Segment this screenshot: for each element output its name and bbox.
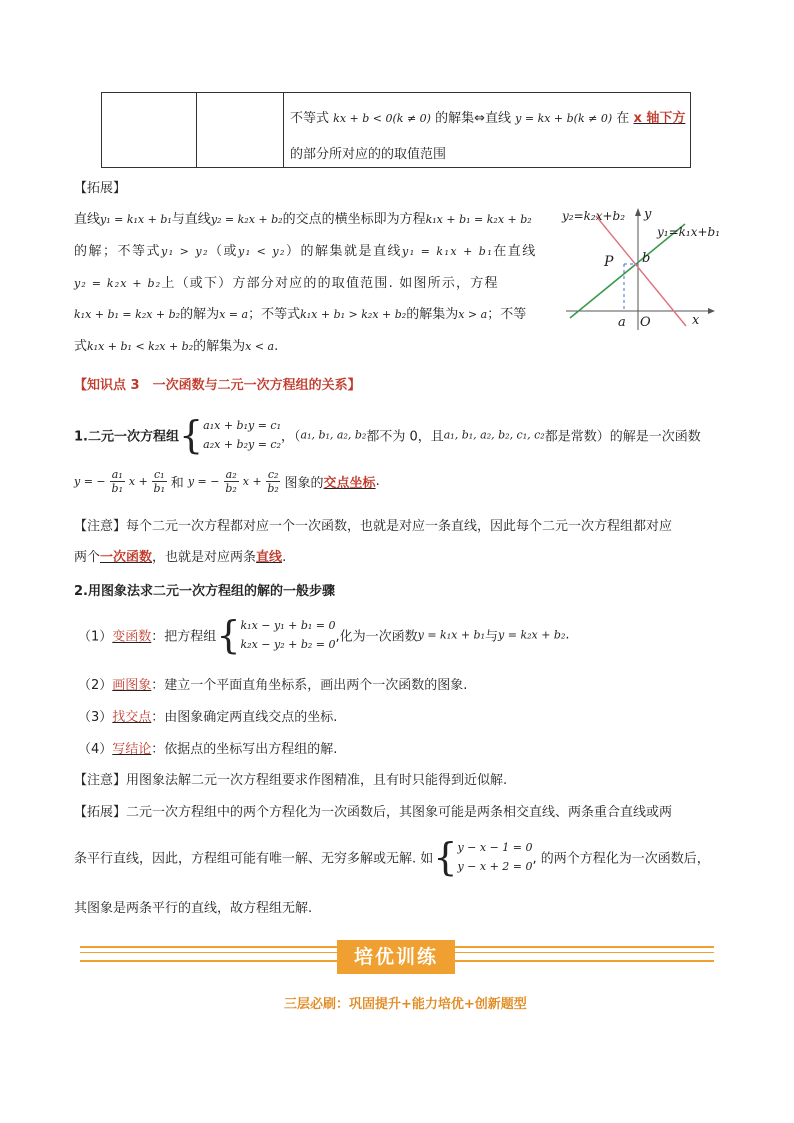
label-p: P [604, 254, 614, 270]
knowledge-point-title: 【知识点 3 一次函数与二元一次方程组的关系】 [74, 378, 361, 393]
s1-note-line-2: 两个一次函数，也就是对应两条直线. [74, 550, 287, 565]
table-cell-empty-1 [102, 93, 197, 168]
s1-note-line-1: 【注意】每个二元一次方程都对应一个一次函数，也就是对应一条直线，因此每个二元一次方程组都对应 [74, 519, 673, 534]
label-y2: y₂=k₂x+b₂ [562, 209, 626, 223]
s2-extend-line-1: 【拓展】二元一次方程组中的两个方程化为一次函数后，其图象可能是两条相交直线、两条重合直线或两 [74, 805, 673, 820]
expand-para-line-5: 式k₁x + b₁ < k₂x + b₂的解集为x < a. [74, 339, 279, 354]
banner-subtitle: 三层必刷：巩固提升+能力培优+创新题型 [284, 997, 527, 1012]
table-math: y = kx + b(k ≠ 0) [515, 112, 613, 125]
label-y1: y₁=k₁x+b₁ [657, 225, 721, 239]
x-axis-arrow [708, 308, 715, 314]
y-axis-arrow [635, 208, 641, 216]
expand-para-line-3: y₂ = k₂x + b₂上（或下）方部分对应的的取值范围. 如图所示，方程 [74, 276, 499, 291]
expand-para-line-1: 直线y₁ = k₁x + b₁与直线y₂ = k₂x + b₂的交点的横坐标即为方程k₁x + b₁ = k₂x + b₂ [74, 212, 532, 227]
table-keyword: x 轴下方 [633, 111, 686, 126]
banner-title: 培优训练 [337, 940, 455, 974]
s2-note: 【注意】用图象法解二元一次方程组要求作图精准，且有时只能得到近似解. [74, 773, 508, 788]
expand-heading: 【拓展】 [74, 181, 127, 196]
intersection-figure [560, 198, 736, 332]
table-line-2: 的部分所对应的的取值范围 [290, 147, 447, 162]
expand-para-line-2: 的解；不等式y₁ > y₂（或y₁ < y₂）的解集就是直线y₁ = k₁x + b₁在直线 [74, 244, 537, 259]
expand-para-line-4: k₁x + b₁ = k₂x + b₂的解为x = a；不等式k₁x + b₁ > k₂x + b₂的解集为x > a；不等 [74, 307, 527, 322]
s2-extend-line-3: 其图象是两条平行的直线，故方程组无解. [74, 901, 313, 916]
table-text: 不等式 [290, 111, 330, 126]
s1-line-2: y = − $\frac{\text{a₁}}{\text{b₁}}$ x + $\frac{\text{c₁}}{\text{b₁}}$ 和 y = − $\frac{\text{a₂}}{\text{b₂}}$ x + $\frac{\text{c₂}}{\text{b₂}}$ 图象的交点坐标. [74, 468, 380, 495]
label-y: y [644, 207, 652, 222]
s2-title: 2.用图象法求二元一次方程组的解的一般步骤 [74, 584, 335, 599]
keyword-line: 直线 [256, 550, 283, 565]
table-text: 的解集⇔直线 [435, 111, 511, 126]
s1-line-1: 1.二元一次方程组{ a₁x + b₁y = c₁ a₂x + b₂y = c₂ ，（a₁, b₁, a₂, b₂都不为 0，且a₁, b₁, a₂, b₂, c₁, c₂都是常数）的解是一次函数 [74, 413, 701, 457]
label-x: x [692, 313, 700, 328]
step-4: （4）写结论：依据点的坐标写出方程组的解. [78, 742, 338, 757]
keyword-linear-function: 一次函数 [100, 550, 153, 565]
label-a: a [618, 315, 626, 330]
table-text: 在 [616, 111, 630, 126]
step-2: （2）画图象：建立一个平面直角坐标系，画出两个一次函数的图象. [78, 678, 468, 693]
step-3: （3）找交点：由图象确定两直线交点的坐标. [78, 710, 338, 725]
label-origin: O [640, 315, 651, 330]
step-1: （1）变函数：把方程组{ k₁x − y₁ + b₁ = 0 k₂x − y₂ + b₂ = 0 ,化为一次函数y = k₁x + b₁与y = k₂x + b₂. [78, 613, 570, 657]
label-b: b [642, 251, 651, 266]
table-cell-empty-2 [197, 93, 284, 168]
table-line-1 [290, 107, 685, 126]
keyword-intersection: 交点坐标 [323, 476, 376, 491]
table-math: kx + b < 0(k ≠ 0) [333, 112, 431, 125]
s2-extend-line-2: 条平行直线，因此，方程组可能有唯一解、无穷多解或无解. 如{ y − x − 1 = 0 y − x + 2 = 0 , 的两个方程化为一次函数后， [74, 835, 710, 879]
